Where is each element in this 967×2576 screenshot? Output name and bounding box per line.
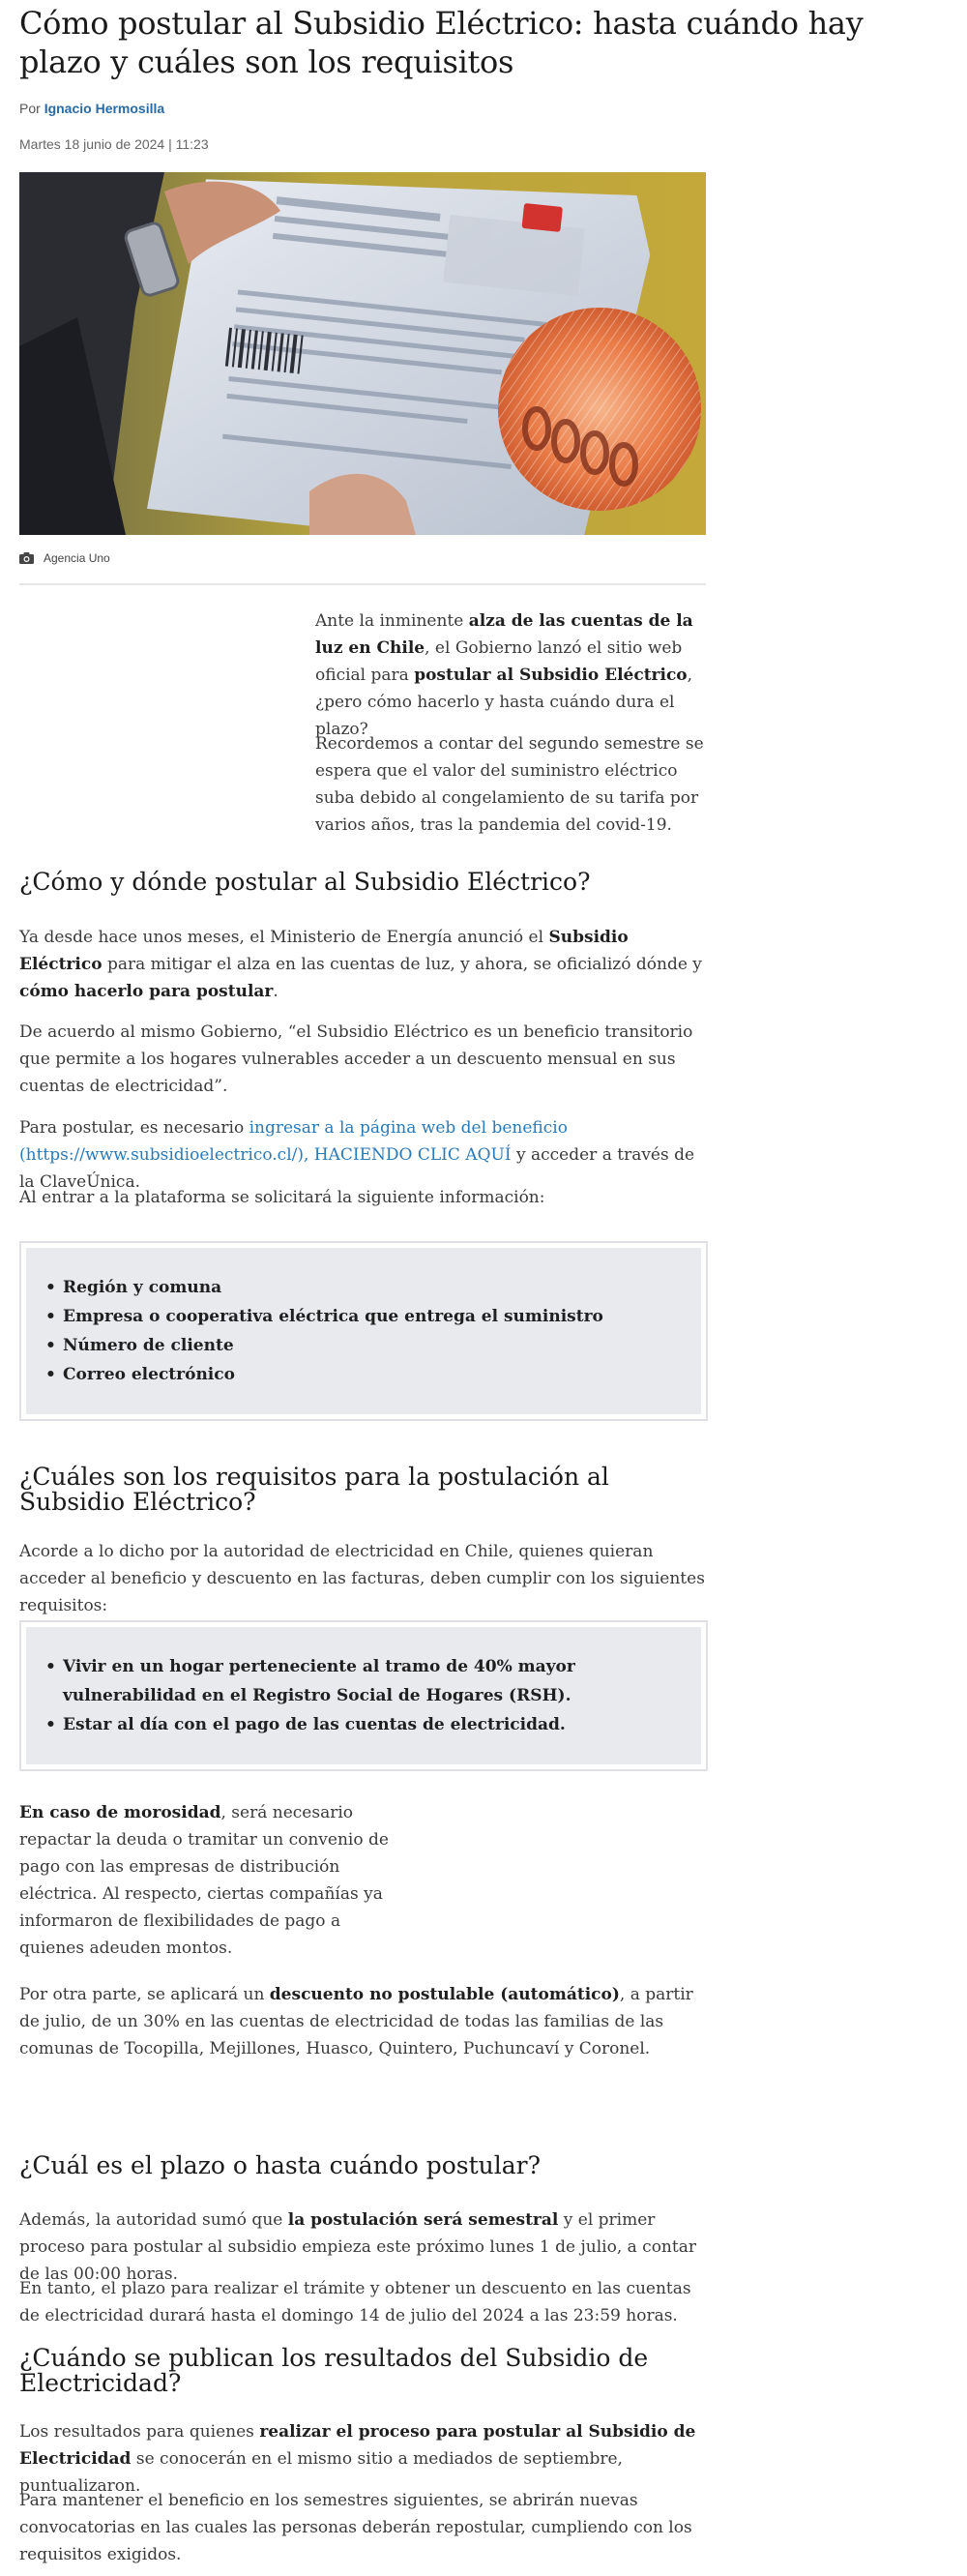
section1-paragraph-4: Al entrar a la plataforma se solicitará la siguiente información: [19,1188,545,1207]
section3-paragraph-1: Además, la autoridad sumó que la postulación será semestral y el primer proceso para postular al subsidio empieza este próximo lunes 1 de julio, a contar de las 00:00 horas. [19,2210,696,2284]
list-item: • Correo electrónico [44,1360,678,1389]
intro-paragraph-1: Ante la inminente alza de las cuentas de la luz en Chile, el Gobierno lanzó el sitio web oficial para postular al Subsidio Eléctrico, ¿pero cómo hacerlo y hasta cuándo dura el plazo? [315,611,693,739]
list-item: • Vivir en un hogar perteneciente al tramo de 40% mayor vulnerabilidad en el Registro Social de Hogares (RSH). [44,1652,678,1710]
list-item: • Número de cliente [44,1331,678,1360]
section2-paragraph-1: Acorde a lo dicho por la autoridad de electricidad en Chile, quienes quieran acceder al beneficio y descuento en las facturas, deben cumplir con los siguientes requisitos: [19,1542,705,1615]
section-heading-requisitos: ¿Cuáles son los requisitos para la postulación al Subsidio Eléctrico? [19,1463,609,1516]
publish-date: Martes 18 junio de 2024 | 11:23 [19,136,209,152]
author-link[interactable]: Ignacio Hermosilla [44,101,165,116]
section2-paragraph-3: Por otra parte, se aplicará un descuento no postulable (automático), a partir de julio, de un 30% en las cuentas de electricidad de todas las familias de las comunas de Tocopilla, Mejillones, Huasco, Quintero, Puchuncaví y Coronel. [19,1985,693,2058]
required-info-list [44,1273,678,1389]
article-photo [19,172,706,535]
required-info-box [19,1241,708,1421]
requirements-list [44,1652,678,1739]
section-heading-plazo: ¿Cuál es el plazo o hasta cuándo postular? [19,2151,541,2179]
section4-paragraph-1: Los resultados para quienes realizar el proceso para postular al Subsidio de Electricidad se conocerán en el mismo sitio a mediados de septiembre, puntualizaron. [19,2422,696,2496]
list-item: • Estar al día con el pago de las cuentas de electricidad. [44,1710,678,1739]
camera-icon [19,552,34,564]
section1-paragraph-3: Para postular, es necesario ingresar a la página web del beneficio (https://www.subsidioelectrico.cl/), HACIENDO CLIC AQUÍ y acceder a través de la ClaveÚnica. [19,1118,695,1192]
subsidio-website-link[interactable]: ingresar a la página web del beneficio (https://www.subsidioelectrico.cl/), HACIENDO CLIC AQUÍ [19,1118,568,1165]
list-item: • Empresa o cooperativa eléctrica que entrega el suministro [44,1302,678,1331]
byline [19,101,164,116]
list-item: • Región y comuna [44,1273,678,1302]
photo-credit [19,551,110,565]
section1-paragraph-2: De acuerdo al mismo Gobierno, “el Subsidio Eléctrico es un beneficio transitorio que permite a los hogares vulnerables acceder a un descuento mensual en sus cuentas de electricidad”. [19,1022,693,1096]
section4-paragraph-2: Para mantener el beneficio en los semestres siguientes, se abrirán nuevas convocatorias en las cuales las personas deberán repostular, cumpliendo con los requisitos exigidos. [19,2491,692,2564]
section-heading-como-postular: ¿Cómo y dónde postular al Subsidio Eléctrico? [19,868,591,896]
photo-credit-text: Agencia Uno [44,551,110,565]
section-heading-resultados: ¿Cuándo se publican los resultados del Subsidio de Electricidad? [19,2344,649,2397]
intro-paragraph-2: Recordemos a contar del segundo semestre se espera que el valor del suministro eléctrico suba debido al congelamiento de su tarifa por varios años, tras la pandemia del covid-19. [315,734,704,835]
requirements-box [19,1620,708,1771]
section2-paragraph-2: En caso de morosidad, será necesario repactar la deuda o tramitar un convenio de pago con las empresas de distribución eléctrica. Al respecto, ciertas compañías ya informaron de flexibilidades de pago a quienes adeuden montos. [19,1803,389,1958]
byline-prefix: Por [19,101,41,116]
article-title: Cómo postular al Subsidio Eléctrico: hasta cuándo hay plazo y cuáles son los requisitos [19,5,864,80]
divider [19,583,706,585]
section3-paragraph-2: En tanto, el plazo para realizar el trámite y obtener un descuento en las cuentas de electricidad durará hasta el domingo 14 de julio del 2024 a las 23:59 horas. [19,2279,691,2325]
section1-paragraph-1: Ya desde hace unos meses, el Ministerio de Energía anunció el Subsidio Eléctrico para mitigar el alza en las cuentas de luz, y ahora, se oficializó dónde y cómo hacerlo para postular. [19,928,702,1001]
